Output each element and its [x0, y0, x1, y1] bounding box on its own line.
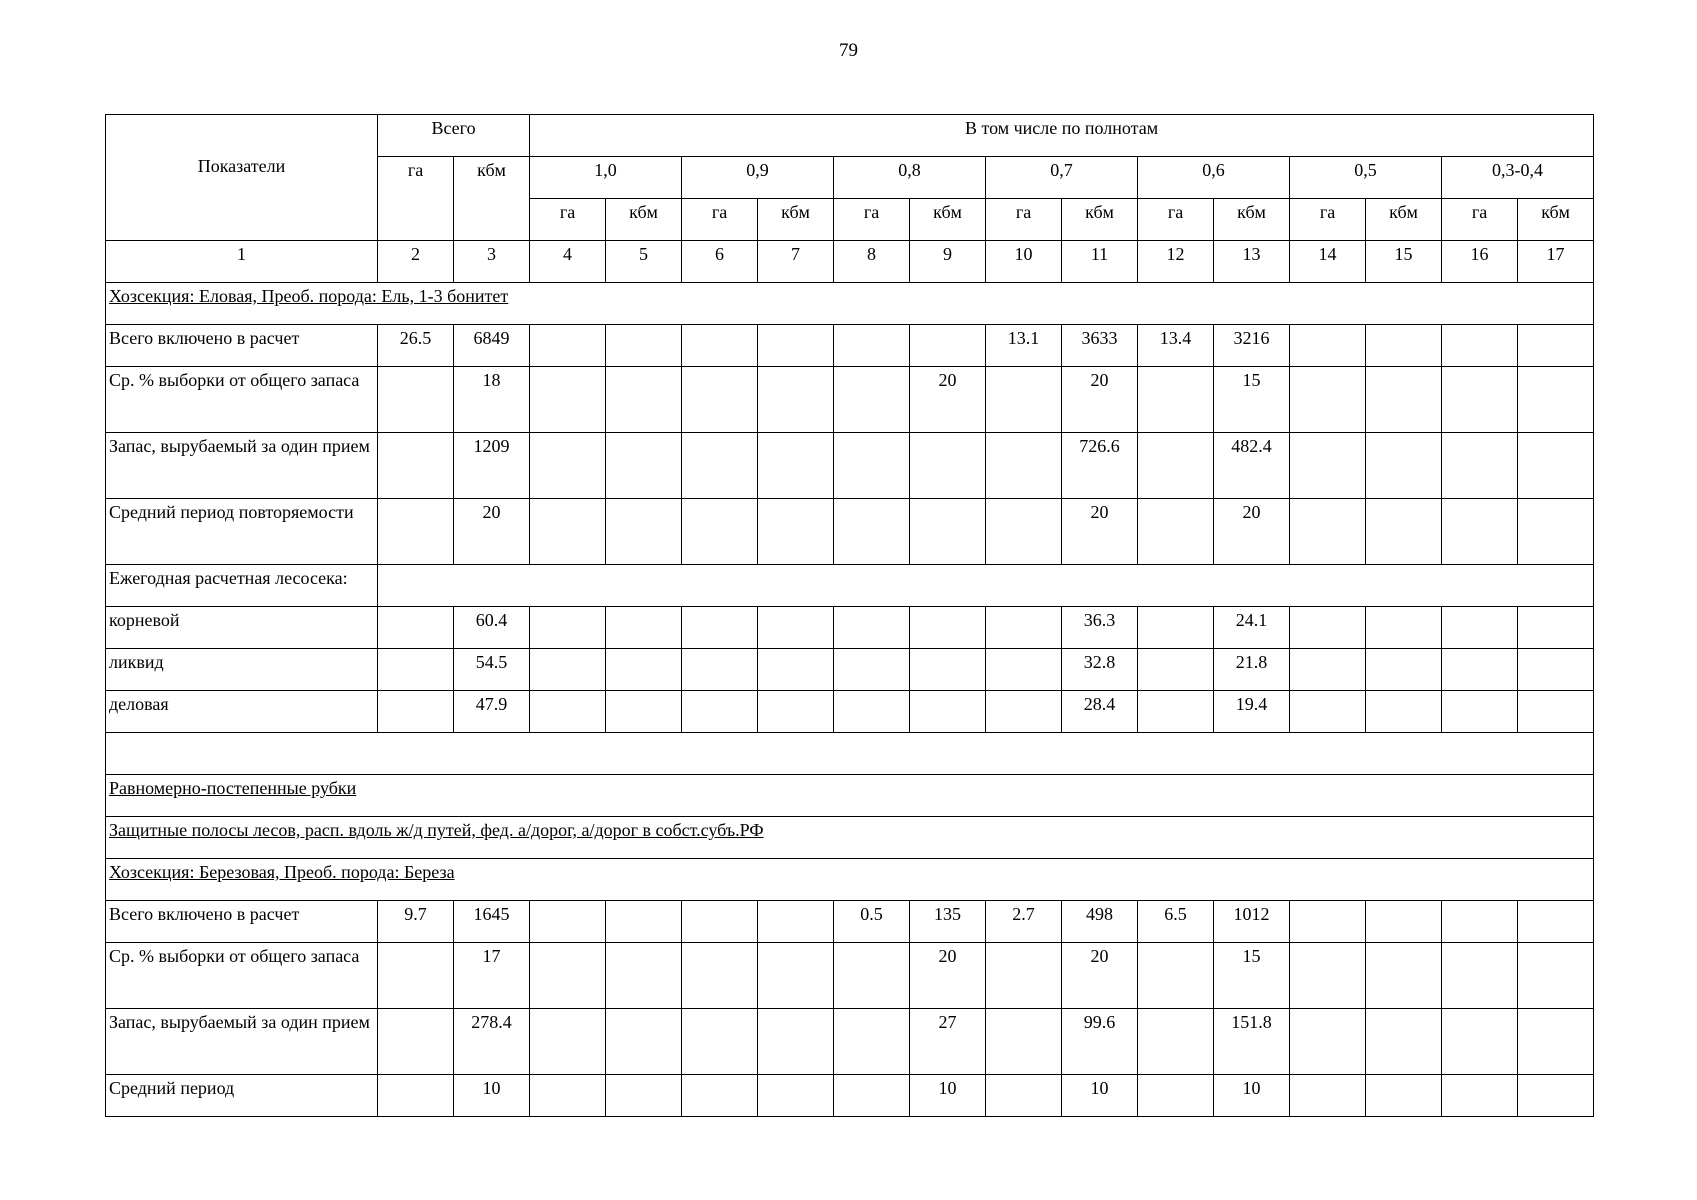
- data-cell: [1442, 901, 1518, 943]
- data-cell: [378, 433, 454, 499]
- column-number: 15: [1366, 241, 1442, 283]
- column-number: 14: [1290, 241, 1366, 283]
- table-row: [106, 943, 1594, 1009]
- data-cell: [758, 1009, 834, 1075]
- data-cell: [986, 433, 1062, 499]
- forest-table: [105, 114, 1594, 1117]
- data-cell: 21.8: [1214, 649, 1290, 691]
- column-number: 2: [378, 241, 454, 283]
- row-label: Всего включено в расчет: [106, 325, 378, 367]
- data-cell: [758, 367, 834, 433]
- data-cell: [758, 691, 834, 733]
- data-cell: [1290, 1075, 1366, 1117]
- row-label: Ср. % выборки от общего запаса: [106, 367, 378, 433]
- data-cell: [530, 607, 606, 649]
- header-density: 0,3-0,4: [1442, 157, 1594, 199]
- annual-cut-label: Ежегодная расчетная лесосека:: [106, 565, 378, 607]
- data-cell: 27: [910, 1009, 986, 1075]
- table-row: [106, 1009, 1594, 1075]
- header-unit-ha: га: [1442, 199, 1518, 241]
- data-cell: [986, 691, 1062, 733]
- data-cell: [1518, 901, 1594, 943]
- data-cell: [834, 1009, 910, 1075]
- column-number: 5: [606, 241, 682, 283]
- data-cell: [910, 433, 986, 499]
- header-unit-kbm: кбм: [910, 199, 986, 241]
- data-cell: 10: [454, 1075, 530, 1117]
- data-cell: 9.7: [378, 901, 454, 943]
- data-cell: 0.5: [834, 901, 910, 943]
- column-number: 4: [530, 241, 606, 283]
- data-cell: 10: [910, 1075, 986, 1117]
- header-unit-ha: га: [986, 199, 1062, 241]
- data-cell: [758, 943, 834, 1009]
- data-cell: [986, 367, 1062, 433]
- data-cell: [378, 943, 454, 1009]
- header-unit-kbm: кбм: [1062, 199, 1138, 241]
- data-cell: [1290, 1009, 1366, 1075]
- data-cell: [1366, 691, 1442, 733]
- data-cell: [530, 1075, 606, 1117]
- data-cell: [834, 367, 910, 433]
- data-cell: [378, 691, 454, 733]
- data-cell: [986, 1009, 1062, 1075]
- data-cell: [986, 943, 1062, 1009]
- data-cell: 151.8: [1214, 1009, 1290, 1075]
- data-cell: [1518, 325, 1594, 367]
- column-number: 12: [1138, 241, 1214, 283]
- blank-row: [106, 733, 1594, 775]
- data-cell: [682, 499, 758, 565]
- data-cell: [758, 901, 834, 943]
- header-unit-kbm: кбм: [1518, 199, 1594, 241]
- data-cell: [682, 1075, 758, 1117]
- data-cell: 47.9: [454, 691, 530, 733]
- data-cell: [378, 1075, 454, 1117]
- data-cell: [1518, 433, 1594, 499]
- data-cell: [1366, 499, 1442, 565]
- data-cell: [606, 325, 682, 367]
- data-cell: [1366, 1009, 1442, 1075]
- data-cell: [1290, 691, 1366, 733]
- data-cell: [1290, 499, 1366, 565]
- data-cell: [530, 1009, 606, 1075]
- data-cell: [530, 649, 606, 691]
- table-row: [106, 325, 1594, 367]
- data-cell: [530, 433, 606, 499]
- row-label: Средний период: [106, 1075, 378, 1117]
- page-number: 79: [839, 40, 858, 61]
- header-density: 1,0: [530, 157, 682, 199]
- data-cell: [606, 901, 682, 943]
- row-label: Запас, вырубаемый за один прием: [106, 1009, 378, 1075]
- header-density: 0,7: [986, 157, 1138, 199]
- header-total: Всего: [378, 115, 530, 157]
- column-number: 3: [454, 241, 530, 283]
- felling-type-title-text: Равномерно-постепенные рубки: [106, 775, 1594, 817]
- data-cell: 1209: [454, 433, 530, 499]
- data-cell: [1366, 325, 1442, 367]
- column-number: 9: [910, 241, 986, 283]
- header-unit-kbm: кбм: [1366, 199, 1442, 241]
- data-cell: [834, 943, 910, 1009]
- data-cell: 20: [454, 499, 530, 565]
- data-cell: [1518, 649, 1594, 691]
- table-row: [106, 691, 1594, 733]
- data-cell: [1518, 367, 1594, 433]
- data-cell: [834, 1075, 910, 1117]
- data-cell: [378, 499, 454, 565]
- data-cell: [1366, 367, 1442, 433]
- header-by-density: В том числе по полнотам: [530, 115, 1594, 157]
- empty-merged-cell: [378, 565, 1594, 607]
- data-cell: [682, 325, 758, 367]
- header-unit-kbm: кбм: [1214, 199, 1290, 241]
- table-row: [106, 901, 1594, 943]
- data-cell: [758, 433, 834, 499]
- data-cell: [1518, 499, 1594, 565]
- data-cell: [378, 607, 454, 649]
- data-cell: [1366, 1075, 1442, 1117]
- data-cell: [682, 1009, 758, 1075]
- data-cell: [378, 367, 454, 433]
- data-cell: [682, 691, 758, 733]
- data-cell: 6849: [454, 325, 530, 367]
- data-cell: 17: [454, 943, 530, 1009]
- column-number: 13: [1214, 241, 1290, 283]
- data-cell: [1518, 607, 1594, 649]
- data-cell: [1366, 649, 1442, 691]
- data-cell: [1290, 433, 1366, 499]
- column-number-row: [106, 241, 1594, 283]
- column-number: 7: [758, 241, 834, 283]
- data-cell: 54.5: [454, 649, 530, 691]
- data-cell: [1290, 943, 1366, 1009]
- column-number: 10: [986, 241, 1062, 283]
- data-cell: 20: [1062, 943, 1138, 1009]
- header-unit-ha: га: [530, 199, 606, 241]
- data-cell: [1442, 943, 1518, 1009]
- header-total-ha: га: [378, 157, 454, 241]
- data-cell: 726.6: [1062, 433, 1138, 499]
- column-number: 6: [682, 241, 758, 283]
- data-cell: 3216: [1214, 325, 1290, 367]
- data-cell: [1138, 499, 1214, 565]
- data-cell: [1138, 943, 1214, 1009]
- header-unit-ha: га: [1290, 199, 1366, 241]
- data-cell: [1138, 649, 1214, 691]
- data-cell: [834, 607, 910, 649]
- data-cell: [530, 325, 606, 367]
- data-cell: [606, 433, 682, 499]
- data-cell: 18: [454, 367, 530, 433]
- data-cell: 13.1: [986, 325, 1062, 367]
- table-row: [106, 1075, 1594, 1117]
- header-density: 0,6: [1138, 157, 1290, 199]
- column-number: 1: [106, 241, 378, 283]
- header-indicators: Показатели: [106, 115, 378, 241]
- data-cell: [910, 499, 986, 565]
- row-label: Всего включено в расчет: [106, 901, 378, 943]
- data-cell: [1442, 367, 1518, 433]
- section-title-text: Хозсекция: Березовая, Преоб. порода: Береза: [106, 859, 1594, 901]
- row-label: Запас, вырубаемый за один прием: [106, 433, 378, 499]
- data-cell: [834, 649, 910, 691]
- data-cell: [758, 325, 834, 367]
- category-title-text: Защитные полосы лесов, расп. вдоль ж/д путей, фед. а/дорог, а/дорог в собст.субъ.РФ: [106, 817, 1594, 859]
- data-cell: [1138, 1075, 1214, 1117]
- data-cell: [606, 691, 682, 733]
- table-row: [106, 433, 1594, 499]
- column-number: 8: [834, 241, 910, 283]
- data-cell: [1138, 433, 1214, 499]
- data-cell: 99.6: [1062, 1009, 1138, 1075]
- data-cell: [1290, 367, 1366, 433]
- category-title: [106, 817, 1594, 859]
- data-cell: 20: [910, 367, 986, 433]
- data-cell: 6.5: [1138, 901, 1214, 943]
- data-cell: [758, 649, 834, 691]
- table-row: [106, 607, 1594, 649]
- data-cell: [1290, 901, 1366, 943]
- blank-row-text: [106, 733, 1594, 775]
- table-row: [106, 649, 1594, 691]
- section-title: [106, 283, 1594, 325]
- data-cell: 278.4: [454, 1009, 530, 1075]
- data-cell: [834, 325, 910, 367]
- header-unit-kbm: кбм: [606, 199, 682, 241]
- header-unit-kbm: кбм: [758, 199, 834, 241]
- data-cell: [834, 499, 910, 565]
- data-cell: 28.4: [1062, 691, 1138, 733]
- row-label: корневой: [106, 607, 378, 649]
- data-cell: [1290, 607, 1366, 649]
- data-cell: 20: [1214, 499, 1290, 565]
- section-title-text: Хозсекция: Еловая, Преоб. порода: Ель, 1-3 бонитет: [106, 283, 1594, 325]
- data-cell: [1366, 607, 1442, 649]
- column-number: 11: [1062, 241, 1138, 283]
- row-label: деловая: [106, 691, 378, 733]
- data-cell: [1138, 607, 1214, 649]
- data-cell: 135: [910, 901, 986, 943]
- column-number: 17: [1518, 241, 1594, 283]
- data-cell: [530, 499, 606, 565]
- data-cell: [758, 607, 834, 649]
- data-cell: [1442, 433, 1518, 499]
- data-cell: [530, 943, 606, 1009]
- data-cell: [1442, 649, 1518, 691]
- data-cell: [758, 1075, 834, 1117]
- header-density: 0,8: [834, 157, 986, 199]
- data-cell: [834, 691, 910, 733]
- data-cell: [758, 499, 834, 565]
- data-cell: 20: [910, 943, 986, 1009]
- data-cell: [606, 1075, 682, 1117]
- data-cell: [1442, 1009, 1518, 1075]
- header-unit-ha: га: [682, 199, 758, 241]
- data-cell: [606, 1009, 682, 1075]
- data-cell: [530, 691, 606, 733]
- data-cell: [606, 607, 682, 649]
- data-cell: [682, 367, 758, 433]
- data-cell: [986, 607, 1062, 649]
- data-cell: 20: [1062, 499, 1138, 565]
- annual-cut-row: [106, 565, 1594, 607]
- data-cell: [910, 325, 986, 367]
- data-cell: 15: [1214, 367, 1290, 433]
- data-cell: [1518, 1009, 1594, 1075]
- header-unit-ha: га: [1138, 199, 1214, 241]
- data-cell: 2.7: [986, 901, 1062, 943]
- data-cell: [1518, 1075, 1594, 1117]
- table-row: [106, 367, 1594, 433]
- data-cell: [986, 1075, 1062, 1117]
- data-cell: [378, 1009, 454, 1075]
- data-cell: 10: [1062, 1075, 1138, 1117]
- data-cell: [1138, 691, 1214, 733]
- data-cell: [986, 649, 1062, 691]
- data-cell: [1290, 649, 1366, 691]
- data-cell: 15: [1214, 943, 1290, 1009]
- data-cell: [1442, 1075, 1518, 1117]
- data-cell: [1518, 943, 1594, 1009]
- data-cell: [682, 901, 758, 943]
- felling-type-title: [106, 775, 1594, 817]
- data-cell: [1138, 1009, 1214, 1075]
- data-cell: 32.8: [1062, 649, 1138, 691]
- data-cell: [682, 607, 758, 649]
- data-cell: [606, 367, 682, 433]
- header-density: 0,9: [682, 157, 834, 199]
- data-cell: 1645: [454, 901, 530, 943]
- table-row: [106, 499, 1594, 565]
- row-label: ликвид: [106, 649, 378, 691]
- data-cell: [910, 691, 986, 733]
- data-cell: [910, 607, 986, 649]
- data-cell: [1442, 325, 1518, 367]
- data-cell: [1366, 901, 1442, 943]
- data-cell: [1290, 325, 1366, 367]
- data-cell: [606, 649, 682, 691]
- column-number: 16: [1442, 241, 1518, 283]
- data-cell: [606, 499, 682, 565]
- header-unit-ha: га: [834, 199, 910, 241]
- data-cell: [606, 943, 682, 1009]
- data-cell: [910, 649, 986, 691]
- header-total-kbm: кбм: [454, 157, 530, 241]
- data-cell: [1442, 691, 1518, 733]
- data-cell: [682, 649, 758, 691]
- data-cell: 10: [1214, 1075, 1290, 1117]
- header-row-1: [106, 115, 1594, 157]
- data-cell: [1366, 433, 1442, 499]
- data-cell: 498: [1062, 901, 1138, 943]
- data-cell: [1442, 499, 1518, 565]
- data-cell: 60.4: [454, 607, 530, 649]
- row-label: Средний период повторяемости: [106, 499, 378, 565]
- header-density: 0,5: [1290, 157, 1442, 199]
- data-cell: 26.5: [378, 325, 454, 367]
- data-cell: 13.4: [1138, 325, 1214, 367]
- data-cell: [682, 433, 758, 499]
- data-cell: 19.4: [1214, 691, 1290, 733]
- data-cell: [986, 499, 1062, 565]
- data-cell: [682, 943, 758, 1009]
- data-cell: [530, 367, 606, 433]
- data-cell: [1366, 943, 1442, 1009]
- data-cell: [834, 433, 910, 499]
- data-cell: [1518, 691, 1594, 733]
- data-cell: 1012: [1214, 901, 1290, 943]
- row-label: Ср. % выборки от общего запаса: [106, 943, 378, 1009]
- data-cell: 482.4: [1214, 433, 1290, 499]
- section-title: [106, 859, 1594, 901]
- data-cell: [1138, 367, 1214, 433]
- data-cell: [1442, 607, 1518, 649]
- data-cell: [378, 649, 454, 691]
- data-cell: 36.3: [1062, 607, 1138, 649]
- data-cell: 3633: [1062, 325, 1138, 367]
- data-cell: [530, 901, 606, 943]
- data-cell: 20: [1062, 367, 1138, 433]
- data-cell: 24.1: [1214, 607, 1290, 649]
